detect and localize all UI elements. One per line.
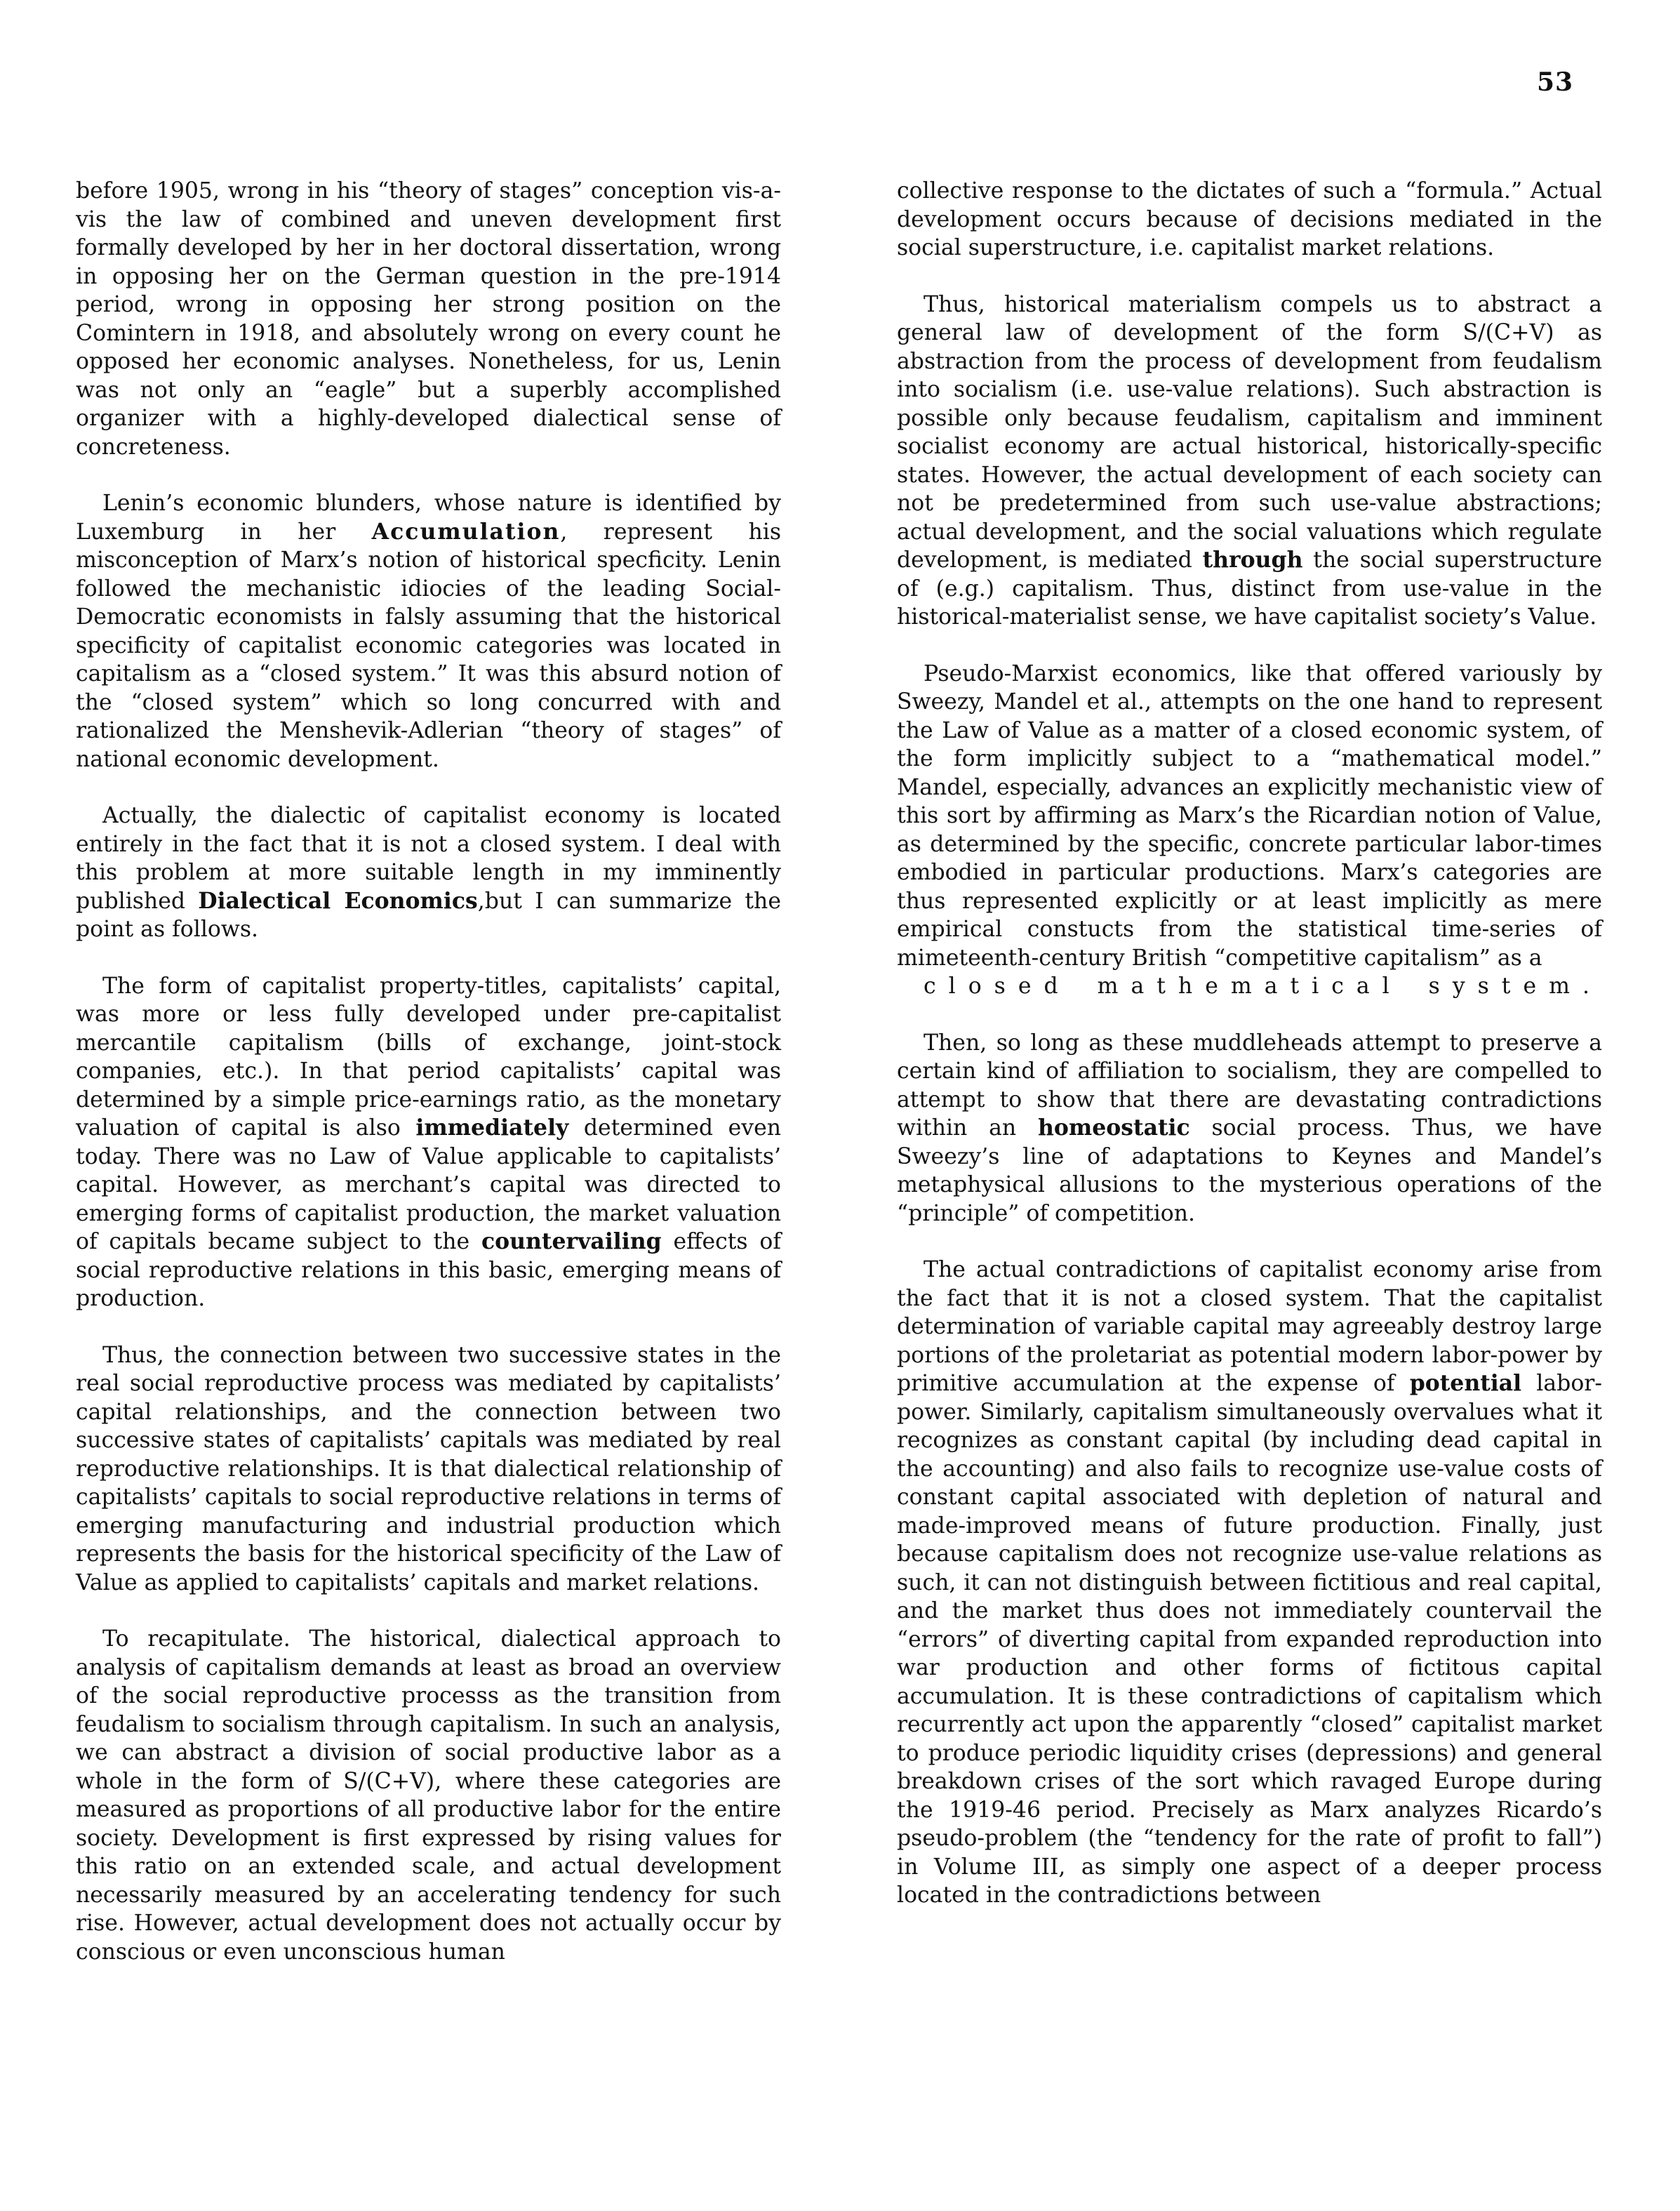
emphasized-text: immediately bbox=[415, 1115, 569, 1141]
emphasized-text: potential bbox=[1409, 1370, 1522, 1396]
right-column bbox=[897, 177, 1602, 1938]
paragraph bbox=[76, 802, 781, 944]
letterspaced-line: closed mathematical system. bbox=[924, 974, 1602, 999]
paragraph-text: social process. Thus, we have Sweezy’s line of adaptations to Keynes and Mandel’s metaphysical allusions to the mysterious operations of the “principle” of competition. bbox=[897, 1115, 1602, 1226]
paragraph-text: before 1905, wrong in his “theory of stages” conception vis-a-vis the law of combined and uneven development first formally developed by her in her doctoral dissertation, wrong in opposing her on the German question in the pre-1914 period, wrong in opposing her strong position on the Comintern in 1918, and absolutely wrong on every count he opposed her economic analyses. Nonetheless, for us, Lenin was not only an “eagle” but a superbly accomplished organizer with a highly-developed dialectical sense of concreteness. bbox=[76, 178, 781, 460]
paragraph bbox=[76, 177, 781, 461]
paragraph-text: labor-power. Similarly, capitalism simultaneously overvalues what it recognizes as constant capital (by including dead capital in the accounting) and also fails to recognize use-value costs of constant capital associated with depletion of natural and made-improved means of future production. Finally, just because capitalism does not recognize use-value relations as such, it can not distinguish between fictitious and real capital, and the market thus does not immediately countervail the “errors” of diverting capital from expanded reproduction into war production and other forms of fictitous capital accumulation. It is these contradictions of capitalism which recurrently act upon the apparently “closed” capitalist market to produce periodic liquidity crises (depressions) and general breakdown crises of the sort which ravaged Europe during the 1919-46 period. Precisely as Marx analyzes Ricardo’s pseudo-problem (the “tendency for the rate of profit to fall”) in Volume III, as simply one aspect of a deeper process located in the contradictions between bbox=[897, 1371, 1602, 1908]
paragraph-text: Thus, the connection between two successive states in the real social reproductive process was mediated by capitalists’ capital relationships, and the connection between two successive states of capitalists’ capitals was mediated by real reproductive relationships. It is that dialectical relationship of capitalists’ capitals to social reproductive relations in terms of emerging manufacturing and industrial production which represents the basis for the historical specificity of the Law of Value as applied to capitalists’ capitals and market relations. bbox=[76, 1342, 781, 1595]
paragraph-text: Then, so long as these muddleheads attempt to preserve a certain kind of affiliation to socialism, they are compelled to attempt to show that there are devastating contradictions within an bbox=[897, 1030, 1602, 1141]
page-number: 53 bbox=[1537, 67, 1574, 97]
emphasized-text: homeostatic bbox=[1037, 1115, 1190, 1141]
emphasized-text: Dialectical Economics bbox=[198, 887, 478, 914]
paragraph-text: ,but I can summarize the point as follows. bbox=[76, 888, 781, 942]
paragraph-text: , represent his misconception of Marx’s notion of historical specficity. Lenin followed the mechanistic idiocies of the leading Social-Democratic economists in falsly assuming that the historical specificity of capitalist economic categories was located in capitalism as a “closed system.” It was this absurd notion of the “closed system” which so long concurred with and rationalized the Menshevik-Adlerian “theory of stages” of national economic development. bbox=[76, 519, 781, 772]
left-column bbox=[76, 177, 781, 1994]
emphasized-text: through bbox=[1202, 547, 1303, 573]
paragraph bbox=[76, 489, 781, 773]
paragraph-text: determined even today. There was no Law of Value applicable to capitalists’ capital. However, as merchant’s capital was directed to emerging forms of capitalist production, the market valuation of capitals became subject to the bbox=[76, 1115, 782, 1254]
paragraph-text: Lenin’s economic blunders, whose nature is identified by Luxemburg in her bbox=[76, 491, 781, 545]
paragraph bbox=[76, 1625, 781, 1966]
paragraph bbox=[897, 1029, 1602, 1228]
paragraph bbox=[897, 1256, 1602, 1910]
paragraph-text: Pseudo-Marxist economics, like that offered variously by Sweezy, Mandel et al., attempts on the one hand to represent the Law of Value as a matter of a closed economic system, of the form implicitly subject to a “mathematical model.” Mandel, especially, advances an explicitly mechanistic view of this sort by affirming as Marx’s the Ricardian notion of Value, as determined by the specific, concrete particular labor-times embodied in particular productions. Marx’s categories are thus represented explicitly or at least implicitly as mere empirical constucts from the statistical time-series of mimeteenth-century British “competitive capitalism” as a bbox=[897, 660, 1602, 971]
paragraph-text: the social superstructure of (e.g.) capitalism. Thus, distinct from use-value in the historical-materialist sense, we have capitalist society’s Value. bbox=[897, 547, 1602, 630]
paragraph-text: The actual contradictions of capitalist economy arise from the fact that it is not a closed system. That the capitalist determination of variable capital may agreeably destroy large portions of the proletariat as potential modern labor-power by primitive accumulation at the expense of bbox=[897, 1257, 1602, 1396]
paragraph-text: Thus, historical materialism compels us to abstract a general law of development of the form S/(C+V) as abstraction from the process of development from feudalism into socialism (i.e. use-value relations). Such abstraction is possible only because feudalism, capitalism and imminent socialist economy are actual historical, historically-specific states. However, the actual development of each society can not be predetermined from such use-value abstractions; actual development, and the social valuations which regulate development, is mediated bbox=[897, 291, 1602, 573]
paragraph bbox=[76, 972, 781, 1313]
paragraph-text: Actually, the dialectic of capitalist economy is located entirely in the fact that it is not a closed system. I deal with this problem at more suitable length in my imminently published bbox=[76, 803, 781, 914]
paragraph bbox=[897, 177, 1602, 263]
paragraph-text: collective response to the dictates of such a “formula.” Actual development occurs because of decisions mediated in the social superstructure, i.e. capitalist market relations. bbox=[897, 178, 1602, 260]
paragraph bbox=[76, 1341, 781, 1598]
emphasized-text: countervailing bbox=[481, 1228, 662, 1254]
paragraph bbox=[897, 660, 1602, 1001]
book-title: Accumulation bbox=[371, 518, 561, 545]
paragraph-text: effects of social reproductive relations in this basic, emerging means of production. bbox=[76, 1229, 781, 1311]
paragraph-text: The form of capitalist property-titles, capitalists’ capital, was more or less fully developed under pre-capitalist mercantile capitalism (bills of exchange, joint-stock companies, etc.). In that period capitalists’ capital was determined by a simple price-earnings ratio, as the monetary valuation of capital is also bbox=[76, 973, 781, 1141]
paragraph bbox=[897, 291, 1602, 632]
paragraph-text: To recapitulate. The historical, dialectical approach to analysis of capitalism demands at least as broad an overview of the social reproductive processs as the transition from feudalism to socialism through capitalism. In such an analysis, we can abstract a division of social productive labor as a whole in the form of S/(C+V), where these categories are measured as proportions of all productive labor for the entire society. Development is first expressed by rising values for this ratio on an extended scale, and actual development necessarily measured by an accelerating tendency for such rise. However, actual development does not actually occur by conscious or even unconscious human bbox=[76, 1626, 781, 1965]
